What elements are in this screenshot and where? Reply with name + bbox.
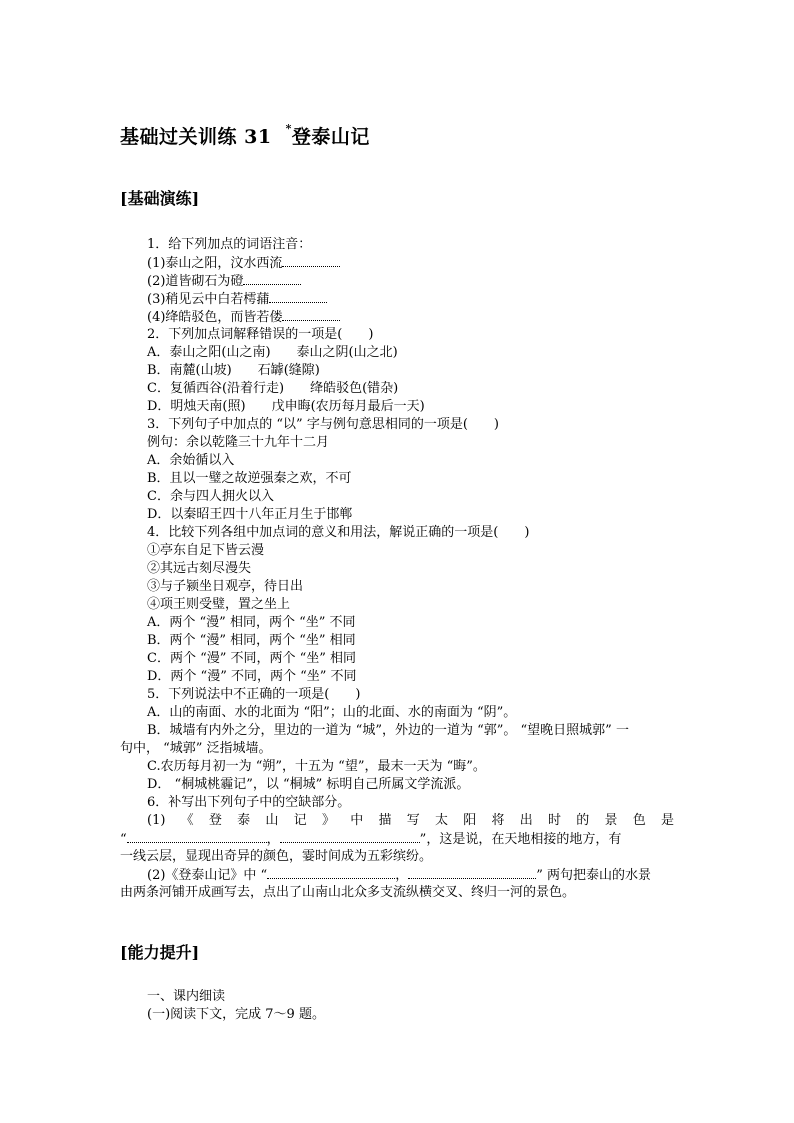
q5-option-b-line2: 句中， “城郭” 泛指城墙。 bbox=[120, 741, 272, 756]
title-text: 基础过关训练 31 bbox=[120, 126, 272, 148]
title-mark: * bbox=[285, 122, 292, 135]
q1-item-2-text: (2)道皆砌石为磴 bbox=[147, 274, 244, 289]
open-quote: “ bbox=[120, 832, 127, 847]
q6-sentence-2-line2: 由两条河铺开成画写去，点出了山南山北众多支流纵横交叉、终归一河的景色。 bbox=[120, 885, 576, 900]
answer-blank[interactable] bbox=[282, 254, 340, 267]
answer-blank[interactable] bbox=[282, 308, 340, 321]
answer-blank[interactable] bbox=[280, 830, 420, 843]
q2-stem: 2．下列加点词解释错误的一项是( ) bbox=[147, 327, 374, 342]
q4-item-2: ②其远古刻尽漫失 bbox=[147, 561, 252, 576]
q6-sentence-1-line3: 一线云层，显现出奇异的颜色，霎时间成为五彩缤纷。 bbox=[120, 849, 433, 864]
comma: ， bbox=[395, 868, 409, 883]
q4-option-b: B．两个 “漫” 相同，两个 “坐” 相同 bbox=[147, 633, 356, 648]
q4-item-4: ④项王则受璧，置之坐上 bbox=[147, 597, 291, 612]
q1-item-4 bbox=[120, 308, 674, 326]
answer-blank[interactable] bbox=[267, 866, 395, 879]
q3-stem: 3．下列句子中加点的 “以” 字与例句意思相同的一项是( ) bbox=[147, 417, 499, 432]
q3-option-d: D．以秦昭王四十八年正月生于邯郸 bbox=[147, 507, 353, 522]
basic-exercises bbox=[120, 236, 674, 902]
q6-stem: 6．补写出下列句子中的空缺部分。 bbox=[147, 795, 351, 810]
title-subject: 登泰山记 bbox=[291, 126, 370, 148]
reading-instruction: (一)阅读下文，完成 7～9 题。 bbox=[147, 1007, 325, 1022]
reading-heading: 一、课内细读 bbox=[147, 989, 226, 1004]
q6-sentence-1-continuation: ”，这是说，在天地相接的地方，有 bbox=[419, 832, 622, 847]
q1-item-1-text: (1)泰山之阳，汶水西流 bbox=[147, 256, 283, 271]
q3-option-c: C．余与四人拥火以入 bbox=[147, 489, 274, 504]
q5-stem: 5．下列说法中不正确的一项是( ) bbox=[147, 687, 361, 702]
q4-option-a: A．两个 “漫” 相同，两个 “坐” 不同 bbox=[147, 615, 356, 630]
q3-option-b: B．且以一璧之故逆强秦之欢，不可 bbox=[147, 471, 352, 486]
answer-blank[interactable] bbox=[408, 866, 536, 879]
q5-option-d: D． “桐城桃霾记”，以 “桐城” 标明自己所属文学流派。 bbox=[147, 777, 470, 792]
q1-item-3 bbox=[120, 290, 674, 308]
comma: ， bbox=[266, 832, 280, 847]
q6-sentence-2-text: (2)《登泰山记》中 “ bbox=[147, 868, 268, 883]
q6-sentence-1-line1 bbox=[120, 812, 674, 830]
q6-sentence-1-text: (1)《登泰山记》中描写太阳将出时的景色是 bbox=[147, 813, 674, 828]
answer-blank[interactable] bbox=[127, 830, 267, 843]
q4-item-1: ①亭东自足下皆云漫 bbox=[147, 543, 265, 558]
q2-option-d: D．明烛天南(照) 戊申晦(农历每月最后一天) bbox=[147, 399, 425, 414]
section-heading-advanced: [能力提升] bbox=[120, 943, 200, 962]
answer-blank[interactable] bbox=[243, 272, 301, 285]
q6-sentence-2-continuation: ” 两句把泰山的水景 bbox=[536, 868, 651, 883]
q2-option-a: A．泰山之阳(山之南) 泰山之阴(山之北) bbox=[147, 345, 398, 360]
q1-stem: 1．给下列加点的词语注音： bbox=[147, 237, 312, 252]
q1-item-3-text: (3)稍见云中白若樗蒱 bbox=[147, 292, 270, 307]
q5-option-b-line1: B．城墙有内外之分，里边的一道为 “城”，外边的一道为 “郭”。 “望晚日照城郭” 一 bbox=[147, 723, 629, 738]
q2-option-b: B．南麓(山坡) 石罅(缝隙) bbox=[147, 363, 320, 378]
page-title bbox=[120, 122, 370, 149]
answer-blank[interactable] bbox=[269, 290, 327, 303]
q1-item-2 bbox=[120, 272, 674, 290]
q3-option-a: A．余始循以入 bbox=[147, 453, 235, 468]
q4-item-3: ③与子颍坐日观亭，待日出 bbox=[147, 579, 304, 594]
section-heading-basic: [基础演练] bbox=[120, 189, 200, 208]
reading-section bbox=[120, 988, 674, 1024]
q4-option-d: D．两个 “漫” 不同，两个 “坐” 不同 bbox=[147, 669, 357, 684]
q2-option-c: C．复循西谷(沿着行走) 绛皓驳色(错杂) bbox=[147, 381, 399, 396]
q5-option-a: A．山的南面、水的北面为 “阳”；山的北面、水的南面为 “阴”。 bbox=[147, 705, 517, 720]
q3-example: 例句：余以乾隆三十九年十二月 bbox=[147, 435, 330, 450]
q6-sentence-2-line1 bbox=[120, 866, 674, 884]
q5-option-c: C.农历每月初一为 “朔”，十五为 “望”，最末一天为 “晦”。 bbox=[147, 759, 486, 774]
q6-sentence-1-line2 bbox=[120, 830, 674, 848]
q4-stem: 4．比较下列各组中加点词的意义和用法，解说正确的一项是( ) bbox=[147, 525, 530, 540]
q1-item-1 bbox=[120, 254, 674, 272]
q4-option-c: C．两个 “漫” 不同，两个 “坐” 相同 bbox=[147, 651, 357, 666]
q1-item-4-text: (4)绛皓驳色，而皆若偻 bbox=[147, 310, 283, 325]
